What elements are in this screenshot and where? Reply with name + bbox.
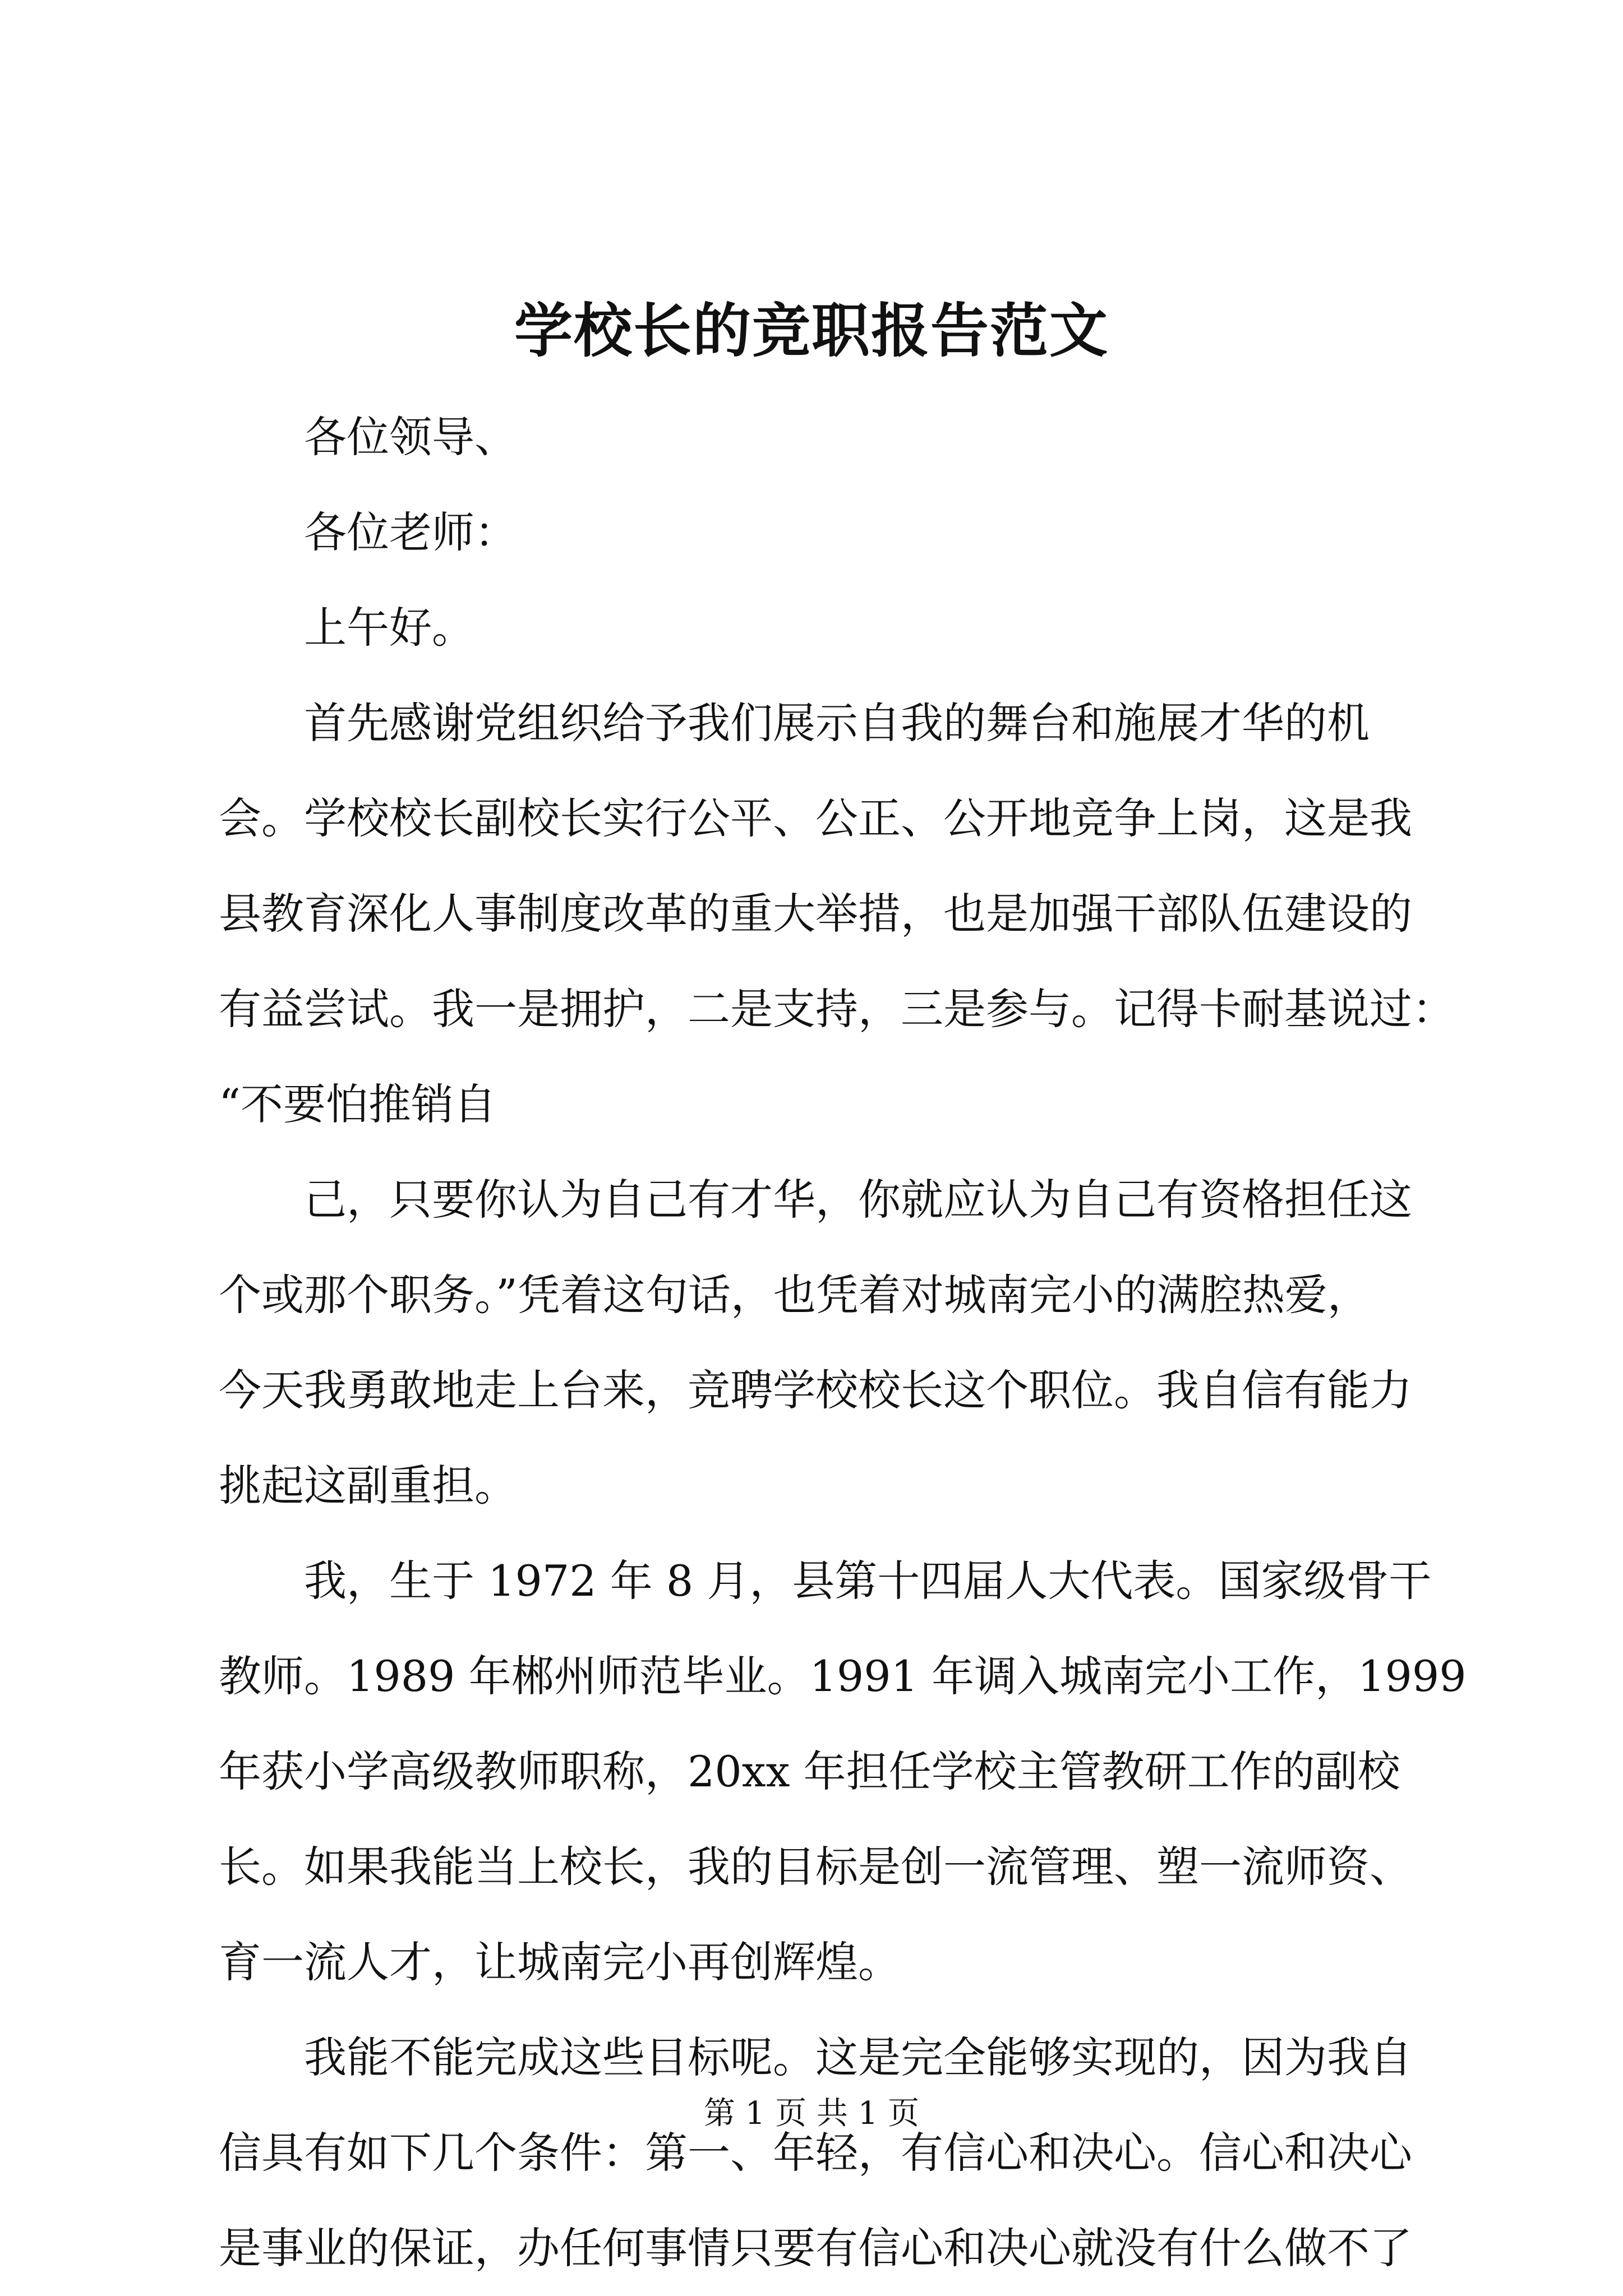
body-line: 首先感谢党组织给予我们展示自我的舞台和施展才华的机	[304, 698, 1370, 748]
body-line: 上午好。	[304, 603, 474, 653]
body-line: 挑起这副重担。	[219, 1461, 517, 1510]
body-line: 各位领导、	[304, 412, 517, 462]
body-line: 教师。1989 年郴州师范毕业。1991 年调入城南完小工作，1999	[219, 1651, 1467, 1701]
body-line: 是事业的保证，办任何事情只要有信心和决心就没有什么做不了	[219, 2223, 1412, 2273]
page-number-footer: 第 1 页 共 1 页	[703, 2095, 920, 2132]
document-body	[219, 390, 1467, 2296]
body-line: “不要怕推销自	[219, 1079, 496, 1129]
body-line: 年获小学高级教师职称，20xx 年担任学校主管教研工作的副校	[219, 1747, 1400, 1796]
body-line: 己，只要你认为自己有才华，你就应认为自己有资格担任这	[304, 1175, 1412, 1225]
body-line: 各位老师：	[304, 507, 517, 557]
body-line: 长。如果我能当上校长，我的目标是创一流管理、塑一流师资、	[219, 1842, 1412, 1892]
body-line: 个或那个职务。”凭着这句话，也凭着对城南完小的满腔热爱，	[219, 1270, 1370, 1320]
body-line: 育一流人才，让城南完小再创辉煌。	[219, 1937, 901, 1987]
body-line: 我，生于 1972 年 8 月，县第十四届人大代表。国家级骨干	[304, 1556, 1432, 1606]
body-line: 我能不能完成这些目标呢。这是完全能够实现的，因为我自	[304, 2032, 1412, 2082]
body-line: 县教育深化人事制度改革的重大举措，也是加强干部队伍建设的	[219, 889, 1412, 939]
body-line: 信具有如下几个条件：第一、年轻，有信心和决心。信心和决心	[219, 2128, 1412, 2178]
document-title: 学校长的竞职报告范文	[514, 296, 1109, 365]
body-line: 有益尝试。我一是拥护，二是支持，三是参与。记得卡耐基说过：	[219, 984, 1455, 1034]
body-line: 今天我勇敢地走上台来，竞聘学校校长这个职位。我自信有能力	[219, 1365, 1412, 1415]
body-line: 会。学校校长副校长实行公平、公正、公开地竞争上岗，这是我	[219, 793, 1412, 843]
